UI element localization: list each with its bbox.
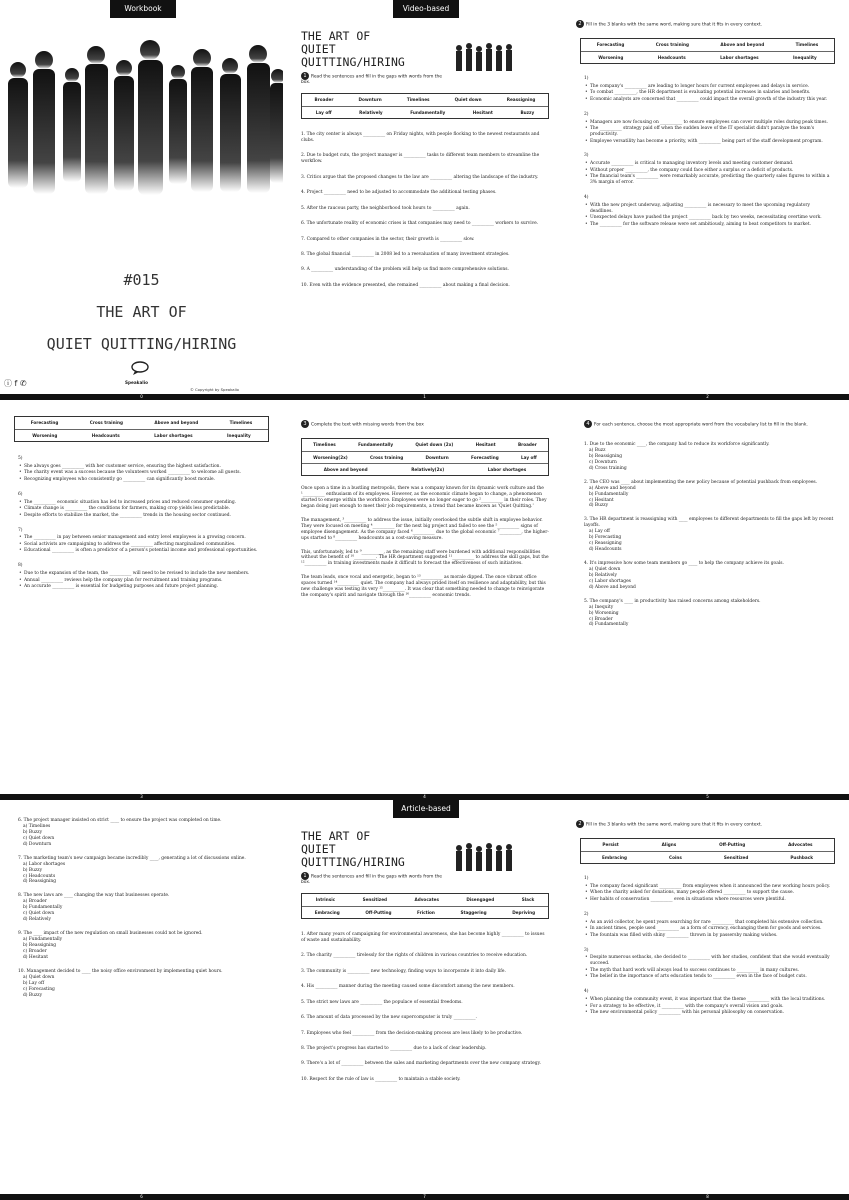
answer-option[interactable]: c) Labor shortages (589, 578, 631, 584)
question-text: 10. Management decided to ____ the noisy office environment by implementing quiet hours. (18, 968, 223, 974)
word-box-item: Hesitant (475, 442, 496, 448)
word-box-item: Off-Putting (365, 909, 392, 915)
page-number: 3 (0, 794, 283, 800)
word-box-item: Timelines (313, 442, 336, 448)
gap-sentence: 4. Project __________ need to be adjusted to accommodate the additional testing phases. (301, 190, 497, 196)
section-tag: Article-based (393, 800, 459, 818)
word-box (580, 838, 835, 864)
fill-blocks (18, 456, 268, 599)
block-items (584, 955, 834, 980)
block-items (584, 161, 834, 186)
gap-sentence: 10. Even with the evidence presented, she remained __________ about making a final decision. (301, 282, 510, 288)
question-text: 6. The project manager insisted on strict ____ to ensure the project was completed on time. (18, 818, 222, 823)
exercise-number-badge: 3 (301, 420, 309, 428)
answer-option[interactable]: b) Relatively (589, 572, 617, 578)
page-number: 6 (0, 1194, 283, 1200)
gap-sentence: • The myth that hard work will always lead to success continues to __________ in many cultures. (584, 968, 834, 974)
exercise-instruction: 2 Fill in the 3 blanks with the same word, making sure that it fits in every context. (576, 20, 841, 28)
answer-option[interactable]: d) Downturn (23, 841, 52, 847)
fill-block (584, 112, 834, 145)
gap-sentence: • Without proper __________, the company could face either a surplus or a deficit of products. (584, 168, 834, 174)
answer-option[interactable]: c) Headcounts (23, 873, 56, 879)
page-number: 8 (566, 1194, 849, 1200)
exercise-instruction: 2 Fill in the 3 blanks with the same word, making sure that it fits in every context. (576, 820, 841, 828)
question (18, 856, 268, 886)
exercise-number-badge: 2 (576, 20, 584, 28)
answer-option[interactable]: a) Broader (23, 899, 47, 905)
story-paragraph: The management, ³__________ to address the issue, initially overlooked the subtle shift in employee behavior. They were focused on meeting ⁴__________ for the next big project and failed to see the ⁵__________ signs of employee disengagement. As the company faced ⁶__________ due to the global economic ⁷__________, the higher-ups started to ⁸__________ headcounts as a cost-saving measure. (301, 517, 549, 541)
answer-option[interactable]: b) Lay off (23, 980, 45, 986)
copyright: © Copyright by Speakalio (190, 386, 240, 392)
exercise-number-badge: 1 (301, 72, 309, 80)
cover-title-line2: QUIET QUITTING/HIRING (46, 335, 237, 353)
word-box-item: Lay off (315, 109, 332, 115)
exercise-instruction: 1 Read the sentences and fill in the gaps with words from the box. (301, 73, 443, 85)
answer-option[interactable]: d) Buzzy (589, 503, 609, 509)
question (584, 561, 834, 591)
answer-option[interactable]: c) Quiet down (23, 911, 55, 917)
gap-sentence: • In ancient times, people used __________ as a form of currency, exchanging them for goods and services. (584, 926, 834, 932)
gap-sentence: 10. Respect for the rule of law is __________ to maintain a stable society. (301, 1076, 461, 1082)
gap-sentence: 2. The charity __________ tirelessly for the rights of children in various countries to receive education. (301, 953, 528, 959)
answer-option[interactable]: a) Quiet down (23, 974, 55, 980)
gap-sentence: • As an avid collector, he spent years searching for rare __________ that completed his extensive collection. (584, 920, 834, 926)
gap-sentence: 6. The amount of data processed by the new supercomputer is truly __________. (301, 1015, 477, 1021)
story-text (301, 486, 551, 607)
word-box-item: Labor shortages (154, 432, 193, 438)
word-box-item: Worsening (598, 54, 624, 60)
word-box-item: Aligns (661, 842, 677, 848)
section-tag: Workbook (110, 0, 176, 18)
word-box (580, 38, 835, 64)
word-box-item: Forecasting (30, 420, 59, 426)
word-box-item: Above and beyond (720, 42, 765, 48)
word-box-item: Above and beyond (323, 466, 368, 472)
block-number: 5) (18, 456, 23, 461)
gap-sentence: 1. The city center is always __________ on Friday nights, with people flocking to the newest restaurants and clubs. (301, 132, 540, 143)
gap-sentence: 7. Employees who feel __________ from the decision-making process are less likely to be productive. (301, 1030, 523, 1036)
answer-option[interactable]: b) Forecasting (589, 535, 622, 541)
word-box-item: Cross training (89, 420, 123, 426)
multiple-choice-list (18, 818, 268, 1006)
word-box-item: Embracing (602, 854, 628, 860)
block-number: 7) (18, 527, 23, 533)
answer-option[interactable]: b) Fundamentally (23, 905, 63, 911)
fill-block (584, 912, 834, 939)
gap-sentence: • The __________ strategy paid off when the sudden leave of the IT specialist didn't paralyze the team's productivity. (584, 126, 834, 138)
exercise-number-badge: 4 (584, 420, 592, 428)
block-items (584, 120, 834, 145)
word-box-item: Disengaged (466, 897, 495, 903)
social-icons[interactable]: ⓘ f ✆ (4, 379, 27, 389)
gap-sentence: • For a strategy to be effective, it __________ with the company's overall vision and goals. (584, 1004, 834, 1010)
word-box-item: Worsening(2x) (313, 454, 348, 460)
word-box-item: Headcounts (91, 432, 120, 438)
page-article-exercise-1 (283, 800, 566, 1200)
word-box-item: Worsening (32, 432, 58, 438)
word-box-item: Labor shortages (720, 54, 759, 60)
answer-option[interactable]: b) Reassigning (23, 942, 57, 948)
block-number: 2) (584, 911, 589, 917)
word-box-item: Advocates (788, 842, 813, 848)
gap-sentence: • Unexpected delays have pushed the project __________ back by two weeks, necessitating overtime work. (584, 215, 834, 221)
word-box-item: Friction (417, 909, 435, 915)
block-items (18, 464, 268, 483)
block-items (18, 500, 268, 519)
gap-sentence: 3. Critics argue that the proposed changes to the law are __________ altering the landscape of the industry. (301, 174, 539, 180)
question (584, 517, 834, 553)
fill-blocks (584, 76, 834, 237)
answer-option[interactable]: d) Relatively (23, 917, 51, 923)
answer-option[interactable]: b) Fundamentally (589, 491, 629, 497)
exercise-number-badge: 2 (576, 820, 584, 828)
word-box-item: Off-Putting (719, 842, 746, 848)
word-box-item: Quiet down (454, 97, 482, 103)
gap-sentence: 8. The project's progress has started to __________ due to a lack of clear leadership. (301, 1046, 487, 1051)
fill-block (18, 563, 268, 590)
gap-sentence: • The charity event was a success because the volunteers worked __________ to welcome all guests. (18, 470, 268, 476)
gap-sentence: • Due to the expansion of the team, the __________ will need to be revised to include the new members. (18, 571, 268, 577)
exercise-instruction: 1 Read the sentences and fill in the gaps with words from the box. (301, 873, 443, 885)
gap-sentence: • The __________ for the software release were set ambitiously, aiming to beat competitors to market. (584, 222, 834, 228)
gap-sentence: • The __________ in pay between senior management and entry level employees is a growing concern. (18, 535, 268, 541)
question (584, 480, 834, 510)
word-box-item: Downturn (425, 454, 449, 460)
gap-sentence: • Managers are now focusing on __________ to ensure employees can cover multiple roles during peak times. (584, 120, 834, 126)
word-box-item: Hesitant (472, 109, 493, 115)
word-box-item: Quiet down (2x) (415, 442, 454, 448)
gap-sentence: • Employee versatility has become a priority, with __________ being part of the staff development program. (584, 139, 834, 145)
block-number: 4) (584, 195, 589, 201)
question (18, 818, 268, 848)
block-number: 8) (18, 563, 23, 569)
gap-sentence: 5. The strict new laws are __________ the populace of essential freedoms. (301, 999, 463, 1005)
page-number: 1 (283, 394, 566, 400)
gap-sentence: • The company faced significant __________ from employees when it announced the new working hours policy. (584, 884, 834, 890)
word-box-item: Buzzy (520, 109, 535, 115)
word-box-item: Broader (517, 442, 537, 448)
fill-block (584, 989, 834, 1016)
word-box (14, 416, 269, 442)
question (18, 893, 268, 923)
story-paragraph: The team leads, once vocal and energetic, began to ¹³__________ as morale dipped. The once vibrant office spaces turned ¹⁴__________ quiet. The company had always prided itself on resilience and adaptability, but this new challenge was testing its very ¹⁵__________. It was clear that something needed to change to reinvigorate the company's spirit and navigate through the ¹⁶__________ economic trends. (301, 575, 546, 599)
fill-block (18, 492, 268, 519)
word-box (301, 893, 549, 919)
cover-title-line1: THE ART OF (96, 303, 187, 321)
gap-sentence: • Her habits of conservation __________ even in situations where resources were plentiful. (584, 897, 834, 903)
gap-sentence: 8. The global financial __________ in 2008 led to a reevaluation of many investment strategies. (301, 251, 510, 257)
question-text: 1. Due to the economic ____, the company had to reduce its workforce significantly. (584, 442, 770, 447)
answer-option[interactable]: d) Fundamentally (589, 622, 629, 628)
word-box-item: Advocates (414, 897, 439, 903)
gap-sentence: 2. Due to budget cuts, the project manager is __________ tasks to different team members to streamline the workflow. (301, 153, 540, 165)
brand-logo: Speakalio (125, 380, 149, 385)
question (584, 442, 834, 472)
page-video-exercise-3 (283, 400, 566, 800)
word-box-item: Depriving (512, 909, 536, 915)
gap-sentence: 1. After many years of campaigning for environmental awareness, she has become highly __________ to issues of waste and sustainability. (301, 932, 545, 943)
question (18, 969, 268, 999)
block-items (584, 203, 834, 228)
answer-option[interactable]: a) Labor shortages (23, 861, 66, 867)
question-text: 7. The marketing team's new campaign became incredibly ____, generating a lot of discussions online. (18, 855, 246, 861)
answer-option[interactable]: a) Buzz (589, 447, 606, 453)
crowd-icon (453, 42, 517, 72)
gap-sentence: • She always goes __________ with her customer service, ensuring the highest satisfaction. (18, 464, 268, 470)
fill-block (584, 76, 834, 103)
gap-sentence: • Despite efforts to stabilize the market, the __________ trends in the housing sector continued. (18, 513, 268, 519)
word-box-item: Above and beyond (154, 420, 199, 426)
sentence-list (301, 132, 549, 298)
word-box-item: Headcounts (657, 54, 686, 60)
page-cover (0, 0, 283, 400)
word-box-item: Embracing (314, 909, 340, 915)
word-box-item: Lay off (520, 454, 537, 460)
section-tag: Video-based (393, 0, 459, 18)
fill-block (584, 876, 834, 903)
answer-option[interactable]: b) Buzzy (23, 867, 43, 873)
gap-sentence: 3. The community is __________ new technology, finding ways to incorporate it into daily life. (301, 968, 506, 974)
fill-block (584, 153, 834, 186)
word-box-item: Fundamentally (358, 442, 394, 448)
page-video-exercise-2-cont (0, 400, 283, 800)
word-box-item: Sensitized (362, 897, 388, 903)
word-box-item: Labor shortages (487, 466, 527, 472)
word-box-item: Slack (521, 897, 535, 903)
answer-option[interactable]: a) Inequity (589, 604, 614, 610)
page-number: 4 (283, 794, 566, 800)
gap-sentence: • The company's __________ are leading to longer hours for current employees and delays in service. (584, 84, 834, 90)
word-box-item: Timelines (795, 42, 819, 48)
page-title: THE ART OF QUIET QUITTING/HIRING (301, 29, 405, 69)
answer-option[interactable]: b) Buzzy (23, 829, 43, 835)
word-box-item: Cross training (655, 42, 689, 48)
block-number: 1) (584, 76, 589, 81)
gap-sentence: • To combat __________, the HR department is evaluating potential increases in salaries and benefits. (584, 90, 834, 96)
word-box-item: Timelines (406, 97, 430, 103)
answer-option[interactable]: c) Reassigning (589, 541, 622, 547)
answer-option[interactable]: d) Buzzy (23, 992, 43, 998)
block-number: 2) (584, 111, 589, 117)
gap-sentence: • An accurate __________ is essential for budgeting purposes and future project planning. (18, 584, 268, 590)
word-box-item: Forecasting (596, 42, 625, 48)
block-number: 4) (584, 989, 589, 995)
answer-option[interactable]: a) Lay off (589, 529, 610, 535)
gap-sentence: • With the new project underway, adjusting __________ is necessary to meet the upcoming regulatory deadlines. (584, 203, 834, 215)
page-title: THE ART OF QUIET QUITTING/HIRING (301, 829, 405, 869)
block-items (584, 920, 834, 939)
word-box-item: Timelines (229, 420, 253, 426)
crowd-silhouette-image (0, 20, 283, 200)
question-text: 3. The HR department is reassigning with ____ employees to different departments to fill the gaps left by recent layoffs. (584, 517, 834, 529)
question-text: 2. The CEO was ____ about implementing the new policy because of potential pushback from employees. (584, 479, 818, 485)
story-paragraph: Once upon a time in a bustling metropolis, there was a company known for its dynamic work culture and the ¹__________ enthusiasm of its employees. However, as the economic climate began to change, a phenomenon started to emerge within the workforce. Employees were no longer eager to go ²__________ in their roles. They began doing just enough to meet their job requirements, a trend that became known as 'Quiet Quitting.' (301, 486, 547, 509)
answer-option[interactable]: c) Quiet down (23, 835, 55, 841)
answer-option[interactable]: b) Worsening (589, 610, 619, 616)
answer-option[interactable]: c) Broader (589, 616, 613, 622)
fill-block (584, 195, 834, 228)
gap-sentence: • Climate change is __________ the conditions for farmers, making crop yields less predictable. (18, 506, 268, 512)
gap-sentence: • The fountain was filled with shiny __________ thrown in by passersby making wishes. (584, 933, 834, 939)
fill-block (18, 528, 268, 555)
word-box-item: Forecasting (471, 454, 499, 460)
crowd-icon (453, 842, 517, 872)
speakalio-logo-icon (131, 360, 151, 376)
gap-sentence: 7. Compared to other companies in the sector, their growth is __________ slow. (301, 236, 475, 242)
gap-sentence: • Annual __________ reviews help the company plan for recruitment and training programs. (18, 578, 268, 584)
gap-sentence: • When planning the community event, it was important that the theme __________ with the local traditions. (584, 997, 834, 1003)
gap-sentence: • Social activists are campaigning to address the __________ affecting marginalized communities. (18, 542, 268, 548)
answer-option[interactable]: c) Hesitant (589, 497, 614, 503)
gap-sentence: • The belief in the importance of arts education tends to __________ even in the face of budget cuts. (584, 974, 834, 980)
exercise-instruction: 4 For each sentence, choose the most appropriate word from the vocabulary list to fill in the blank. (584, 420, 834, 428)
page-number: 0 (0, 394, 283, 400)
word-box-item: Relatively (359, 109, 383, 115)
word-box-item: Fundamentally (410, 109, 446, 115)
answer-option[interactable]: a) Above and beyond (589, 485, 636, 491)
fill-blocks (584, 876, 834, 1025)
answer-option[interactable]: a) Fundamentally (23, 937, 63, 942)
word-box-item: Relatively(2x) (411, 466, 445, 472)
word-box-item: Downturn (358, 97, 382, 103)
gap-sentence: 6. The unfortunate reality of economic crises is that companies may need to __________ workers to survive. (301, 221, 539, 227)
word-box-item: Staggering (460, 909, 487, 915)
block-items (18, 535, 268, 554)
block-items (18, 571, 268, 590)
gap-sentence: • Educational __________ is often a predictor of a person's potential income and professional opportunities. (18, 548, 268, 554)
block-number: 3) (584, 947, 589, 953)
word-box-item: Coins (669, 854, 682, 860)
block-items (584, 997, 834, 1016)
page-video-exercise-1 (283, 0, 566, 400)
answer-option[interactable]: a) Timelines (23, 823, 51, 829)
gap-sentence: 5. After the raucous party, the neighborhood took hours to __________ again. (301, 205, 470, 211)
gap-sentence: • When the charity asked for donations, many people offered __________ to support the cause. (584, 890, 834, 896)
answer-option[interactable]: c) Forecasting (23, 986, 55, 992)
question (18, 931, 268, 961)
story-paragraph: This, unfortunately, led to ⁹__________, as the remaining staff were burdened with additional responsibilities without the benefit of ¹⁰__________. The HR department suggested ¹¹__________ to address the skill gaps, but the ¹²__________ in training investments made it difficult to forecast the effectiveness of such initiatives. (301, 549, 549, 567)
answer-option[interactable]: d) Reassigning (23, 879, 57, 885)
workbook-number: #015 (123, 271, 160, 289)
gap-sentence: 9. There's a lot of __________ between the sales and marketing departments over the new company strategy. (301, 1061, 541, 1067)
page-number: 7 (283, 1194, 566, 1200)
page-video-exercise-2 (566, 0, 849, 400)
sentence-list (301, 932, 549, 1092)
page-video-exercise-4 (566, 400, 849, 800)
page-number: 2 (566, 394, 849, 400)
gap-sentence: • Recognizing employees who consistently go __________ can significantly boost morale. (18, 477, 268, 483)
answer-option[interactable]: d) Above and beyond (589, 584, 636, 590)
gap-sentence: • The financial team's __________ were remarkably accurate, predicting the quarterly sales figures to within a 3% margin of error. (584, 174, 834, 186)
question (584, 599, 834, 629)
exercise-number-badge: 1 (301, 872, 309, 880)
answer-option[interactable]: d) Cross training (589, 465, 627, 471)
gap-sentence: • Accurate __________ is critical to managing inventory levels and meeting customer demand. (584, 161, 834, 167)
word-box-item: Pushback (790, 854, 813, 860)
word-box-item: Persist (602, 842, 619, 848)
block-number: 6) (18, 491, 23, 497)
block-items (584, 84, 834, 103)
gap-sentence: • The new environmental policy __________ with his personal philosophy on conservation. (584, 1010, 834, 1016)
word-box-item: Reassigning (506, 97, 536, 103)
page-article-exercise-2 (566, 800, 849, 1200)
gap-sentence: 4. His __________ manner during the meeting caused some discomfort among the new members. (301, 984, 515, 990)
word-box (301, 93, 549, 119)
page-video-exercise-4-cont (0, 800, 283, 1200)
block-number: 3) (584, 153, 589, 159)
answer-option[interactable]: c) Downturn (589, 459, 617, 465)
question-text: 4. It's impressive how some team members go ____ to help the company achieve its goals. (584, 561, 784, 566)
word-box-item: Broader (314, 97, 334, 103)
answer-option[interactable]: d) Hesitant (23, 954, 48, 960)
multiple-choice-list (584, 442, 834, 636)
word-box-item: Intrinsic (315, 897, 336, 903)
block-number: 1) (584, 876, 589, 881)
question-text: 8. The new laws are ____ changing the way that businesses operate. (18, 893, 170, 899)
word-box-item: Cross training (370, 454, 404, 460)
answer-option[interactable]: b) Reassigning (589, 453, 623, 459)
page-number: 5 (566, 794, 849, 800)
word-box-item: Sensitized (723, 854, 749, 860)
gap-sentence: • Economic analysts are concerned that __________ could impact the overall growth of the industry this year. (584, 97, 834, 103)
fill-block (584, 948, 834, 981)
block-items (584, 884, 834, 903)
gap-sentence: • The __________ economic situation has led to increased prices and reduced consumer spending. (18, 500, 268, 506)
fill-block (18, 456, 268, 483)
word-box-item: Inequality (226, 432, 251, 438)
gap-sentence: • Despite numerous setbacks, she decided to __________ with her studies, confident that she would eventually succeed. (584, 955, 834, 967)
question-text: 9. The ____ impact of the new regulation on small businesses could not be ignored. (18, 931, 203, 937)
answer-option[interactable]: c) Broader (23, 948, 47, 954)
gap-sentence: 9. A __________ understanding of the problem will help us find more comprehensive solutions. (301, 267, 509, 273)
word-box-item: Inequality (792, 54, 817, 60)
question-text: 5. The company's ____ in productivity has raised concerns among stakeholders. (584, 598, 761, 604)
word-box (301, 438, 549, 476)
answer-option[interactable]: d) Headcounts (589, 547, 622, 553)
answer-option[interactable]: a) Quiet down (589, 566, 621, 572)
exercise-instruction: 3 Complete the text with missing words from the box (301, 420, 551, 428)
